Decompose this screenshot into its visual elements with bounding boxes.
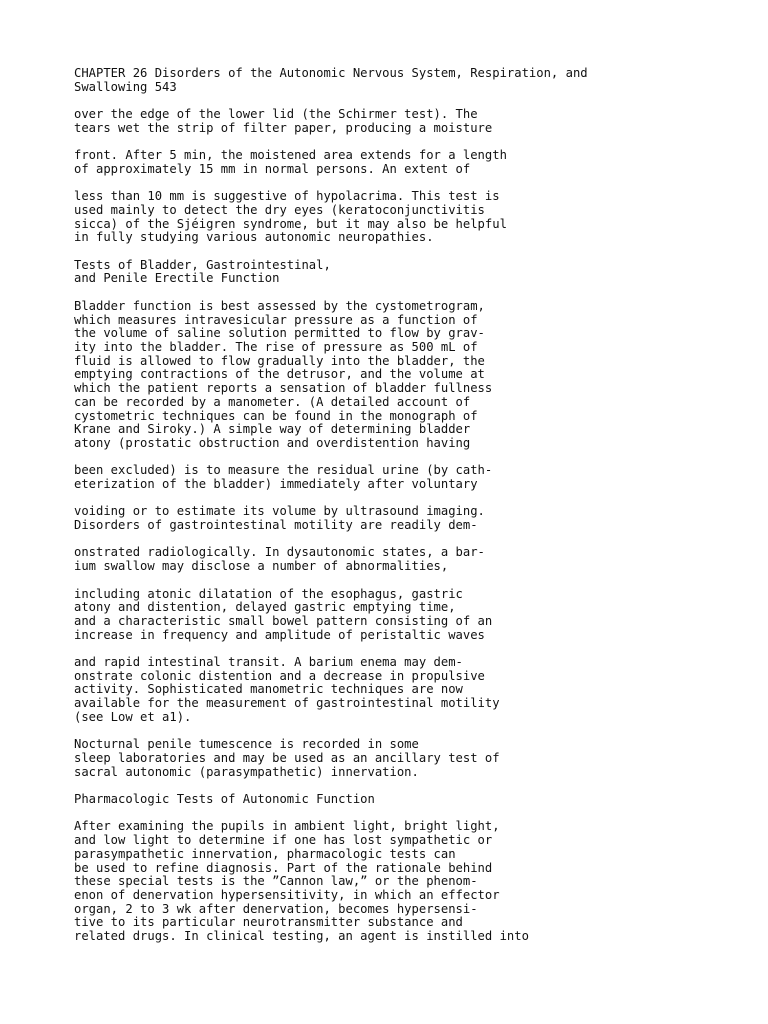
text-line: activity. Sophisticated manometric techniques are now: [74, 682, 463, 697]
text-line: emptying contractions of the detrusor, and the volume at: [74, 367, 485, 382]
text-line: sacral autonomic (parasympathetic) innervation.: [74, 764, 419, 779]
text-line: eterization of the bladder) immediately after voluntary: [74, 477, 478, 491]
text-line: fluid is allowed to flow gradually into the bladder, the: [74, 353, 485, 368]
text-line: sleep laboratories and may be used as an ancillary test of: [74, 750, 500, 765]
text-line: less than 10 mm is suggestive of hypolacrima. This test is: [74, 189, 500, 204]
page-header: [74, 67, 734, 94]
text-line: ium swallow may disclose a number of abnormalities,: [74, 559, 449, 574]
text-line: and Penile Erectile Function: [74, 271, 280, 286]
text-line: Pharmacologic Tests of Autonomic Function: [74, 792, 375, 807]
paragraph: [74, 546, 734, 573]
text-line: which the patient reports a sensation of bladder fullness: [74, 381, 493, 396]
text-line: Nocturnal penile tumescence is recorded in some: [74, 737, 419, 752]
paragraph: [74, 149, 734, 176]
text-line: can be recorded by a manometer. (A detailed account of: [74, 394, 471, 409]
text-line: ity into the bladder. The rise of pressure as 500 mL of: [74, 339, 478, 354]
text-line: (see Low et a1).: [74, 709, 192, 724]
text-line: Swallowing 543: [74, 79, 177, 94]
text-line: atony and distention, delayed gastric emptying time,: [74, 600, 456, 615]
text-line: cystometric techniques can be found in the monograph of: [74, 408, 478, 423]
paragraph: [74, 108, 734, 135]
text-line: Bladder function is best assessed by the cystometrogram,: [74, 298, 485, 313]
text-line: Krane and Siroky.) A simple way of determining bladder: [74, 422, 471, 437]
text-line: be used to refine diagnosis. Part of the rationale behind: [74, 860, 493, 875]
text-line: been excluded) is to measure the residual urine (by cath-: [74, 463, 493, 478]
text-line: these special tests is the ”Cannon law,” or the phenom-: [74, 874, 478, 889]
text-line: sicca) of the Sjéigren syndrome, but it may also be helpful: [74, 216, 507, 231]
text-line: increase in frequency and amplitude of peristaltic waves: [74, 627, 485, 642]
text-line: front. After 5 min, the moistened area extends for a length: [74, 148, 507, 163]
paragraph: [74, 656, 734, 725]
paragraph: [74, 738, 734, 779]
text-line: organ, 2 to 3 wk after denervation, becomes hypersensi-: [74, 901, 478, 916]
section-heading: [74, 259, 734, 286]
text-line: Disorders of gastrointestinal motility are readily dem-: [74, 518, 478, 533]
text-line: voiding or to estimate its volume by ultrasound imaging.: [74, 504, 485, 519]
text-line: and rapid intestinal transit. A barium enema may dem-: [74, 655, 463, 670]
text-line: in fully studying various autonomic neuropathies.: [74, 230, 434, 245]
text-line: used mainly to detect the dry eyes (keratoconjunctivitis: [74, 202, 485, 217]
text-line: and a characteristic small bowel pattern consisting of an: [74, 613, 493, 628]
text-line: the volume of saline solution permitted to flow by grav-: [74, 326, 485, 341]
text-line: available for the measurement of gastrointestinal motility: [74, 696, 500, 711]
paragraph: [74, 505, 734, 532]
text-line: tears wet the strip of filter paper, producing a moisture: [74, 120, 493, 135]
text-line: of approximately 15 mm in normal persons. An extent of: [74, 161, 471, 176]
paragraph: [74, 300, 734, 451]
text-line: atony (prostatic obstruction and overdistention having: [74, 435, 471, 450]
section-heading: [74, 793, 734, 807]
text-line: CHAPTER 26 Disorders of the Autonomic Nervous System, Respiration, and: [74, 66, 588, 80]
paragraph: [74, 464, 734, 491]
paragraph: [74, 190, 734, 245]
text-line: and low light to determine if one has lost sympathetic or: [74, 833, 493, 848]
text-line: over the edge of the lower lid (the Schirmer test). The: [74, 107, 478, 122]
paragraph: [74, 820, 734, 943]
text-line: tive to its particular neurotransmitter substance and: [74, 915, 463, 930]
text-line: including atonic dilatation of the esophagus, gastric: [74, 586, 463, 601]
document-page: [74, 67, 734, 957]
text-line: Tests of Bladder, Gastrointestinal,: [74, 257, 331, 272]
text-line: onstrate colonic distention and a decrease in propulsive: [74, 668, 485, 683]
text-line: enon of denervation hypersensitivity, in which an effector: [74, 887, 500, 902]
text-line: onstrated radiologically. In dysautonomic states, a bar-: [74, 545, 485, 560]
paragraph: [74, 588, 734, 643]
text-line: parasympathetic innervation, pharmacologic tests can: [74, 846, 456, 861]
text-line: related drugs. In clinical testing, an agent is instilled into: [74, 929, 529, 944]
text-line: After examining the pupils in ambient light, bright light,: [74, 819, 500, 834]
text-line: which measures intravesicular pressure as a function of: [74, 312, 478, 327]
